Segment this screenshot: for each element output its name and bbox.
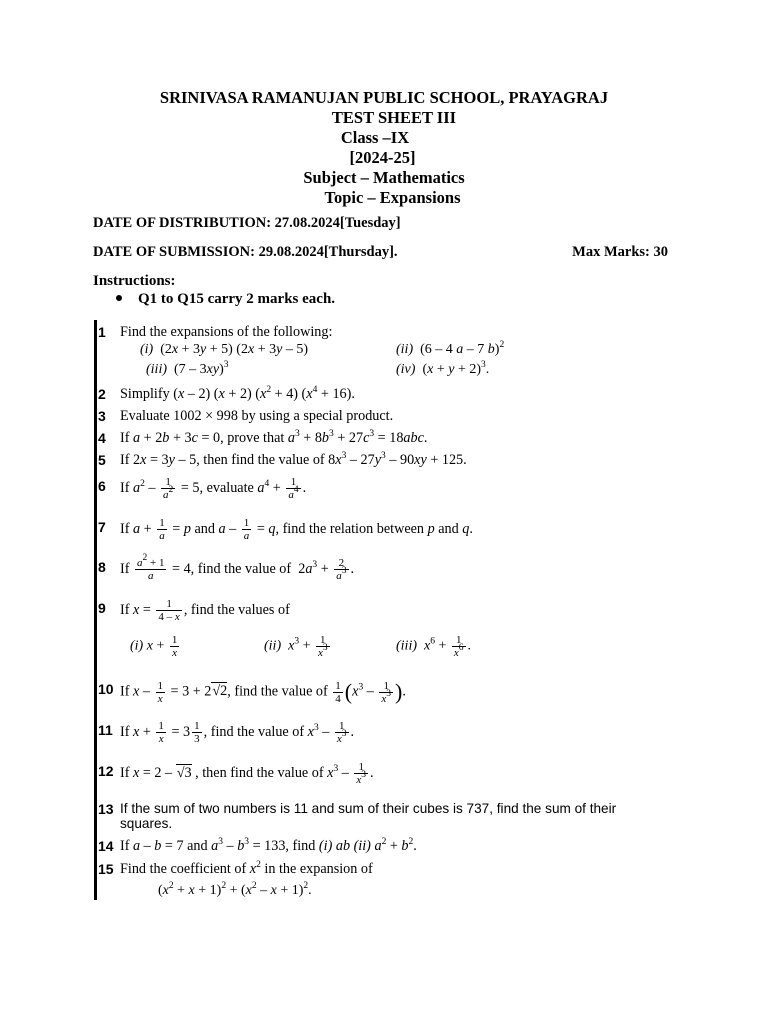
class-label: Class –IX xyxy=(340,128,410,147)
question-number: 6 xyxy=(98,478,106,494)
question-number: 4 xyxy=(98,430,106,446)
question-text: If x + $\frac{1}{x}$ = 3 $\frac{1}{3}$ , find the value of $x^3$ – $\frac{1}{x^3}$ . xyxy=(120,720,355,745)
question-text: If $\frac{a^2 + 1}{a}$ = 4, find the value of $2a^3$ + $\frac{2}{a^3}$ . xyxy=(120,553,355,582)
questions-list xyxy=(94,320,694,902)
question-text: If x – $\frac{1}{x}$ = 3 + 2√2, find the value of $\frac{1}{4}$ ($x^3$ – $\frac{1}{x^3}$ ). xyxy=(120,679,406,705)
topic-label: Topic – Expansions xyxy=(324,188,461,207)
question-1-part-iii: (iii) (7 – 3xy)$^3$ xyxy=(146,360,229,377)
question-text: If a – b = 7 and $a^3 - b^3 = 133$, find (i) ab (ii) $a^2 + b^2$. xyxy=(120,837,417,854)
question-text: If a + $\frac{1}{a}$ = p and a – $\frac{1}{a}$ = q, find the relation between p and q. xyxy=(120,517,473,542)
question-number: 15 xyxy=(98,861,114,877)
session-label: [2024-25] xyxy=(349,148,416,167)
question-text: If 2x = 3y – 5, then find the value of $8x^3 - 27y^3 - 90xy + 125$. xyxy=(120,451,467,468)
distribution-date: DATE OF DISTRIBUTION: 27.08.2024[Tuesday] xyxy=(93,215,401,231)
instruction-item: Q1 to Q15 carry 2 marks each. xyxy=(116,291,335,308)
question-number: 2 xyxy=(98,386,106,402)
question-9-part-iii: (iii) $x^6$ + $\frac{1}{x^6}$ . xyxy=(396,634,472,659)
subject-label: Subject – Mathematics xyxy=(303,168,465,187)
sheet-title: TEST SHEET III xyxy=(331,108,457,127)
question-text: Evaluate 1002 × 998 by using a special product. xyxy=(120,408,394,424)
question-text: If $a^2$ – $\frac{1}{a^2}$ = 5, evaluate $a^4$ + $\frac{1}{a^4}$ . xyxy=(120,476,307,501)
question-1-part-iv: (iv) $(x + y + 2)^3$. xyxy=(396,360,490,377)
question-number: 5 xyxy=(98,452,106,468)
question-9-part-ii: (ii) $x^3$ + $\frac{1}{x^3}$ xyxy=(264,634,328,659)
question-1-part-ii: (ii) (6 – 4 a – 7 b)$^2$ xyxy=(396,340,505,357)
question-number: 10 xyxy=(98,681,114,697)
question-text: If x = $\frac{1}{4 - x}$ , find the values of xyxy=(120,598,290,623)
question-text: Simplify (x – 2) (x + 2) $(x^2 + 4) (x^4 + 16)$. xyxy=(120,385,355,402)
bullet-icon xyxy=(116,295,122,301)
question-text: If the sum of two numbers is 11 and sum of their cubes is 737, find the sum of their squares. xyxy=(120,801,617,831)
submission-date: DATE OF SUBMISSION: 29.08.2024[Thursday]. xyxy=(93,244,398,260)
instructions-heading: Instructions: xyxy=(93,273,176,289)
question-1-part-i: (i) (2x + 3y + 5) (2x + 3y – 5) xyxy=(140,342,308,357)
question-number: 9 xyxy=(98,600,106,616)
question-15-expression: $(x^2 + x + 1)^2 + (x^2 - x + 1)^2$. xyxy=(158,881,312,898)
question-number: 7 xyxy=(98,519,106,535)
question-text: If a + 2b + 3c = 0, prove that $a^3 + 8b^3 + 27c^3 = 18abc$. xyxy=(120,429,428,446)
question-text: Find the coefficient of $x^2$ in the expansion of xyxy=(120,860,373,877)
margin-rule xyxy=(94,320,97,900)
question-text: If x = 2 – √3 , then find the value of $x^3$ – $\frac{1}{x^3}$ . xyxy=(120,761,374,786)
max-marks: Max Marks: 30 xyxy=(572,244,668,260)
document-header xyxy=(0,88,768,208)
question-number: 14 xyxy=(98,838,114,854)
question-9-part-i: (i) x + $\frac{1}{x}$ xyxy=(130,634,178,659)
question-number: 13 xyxy=(98,801,114,817)
question-number: 12 xyxy=(98,763,114,779)
question-number: 1 xyxy=(98,324,106,340)
question-text: Find the expansions of the following: xyxy=(120,324,333,340)
question-number: 3 xyxy=(98,408,106,424)
school-name: SRINIVASA RAMANUJAN PUBLIC SCHOOL, PRAYAGRAJ xyxy=(159,88,609,107)
question-number: 11 xyxy=(98,722,113,738)
question-number: 8 xyxy=(98,559,106,575)
